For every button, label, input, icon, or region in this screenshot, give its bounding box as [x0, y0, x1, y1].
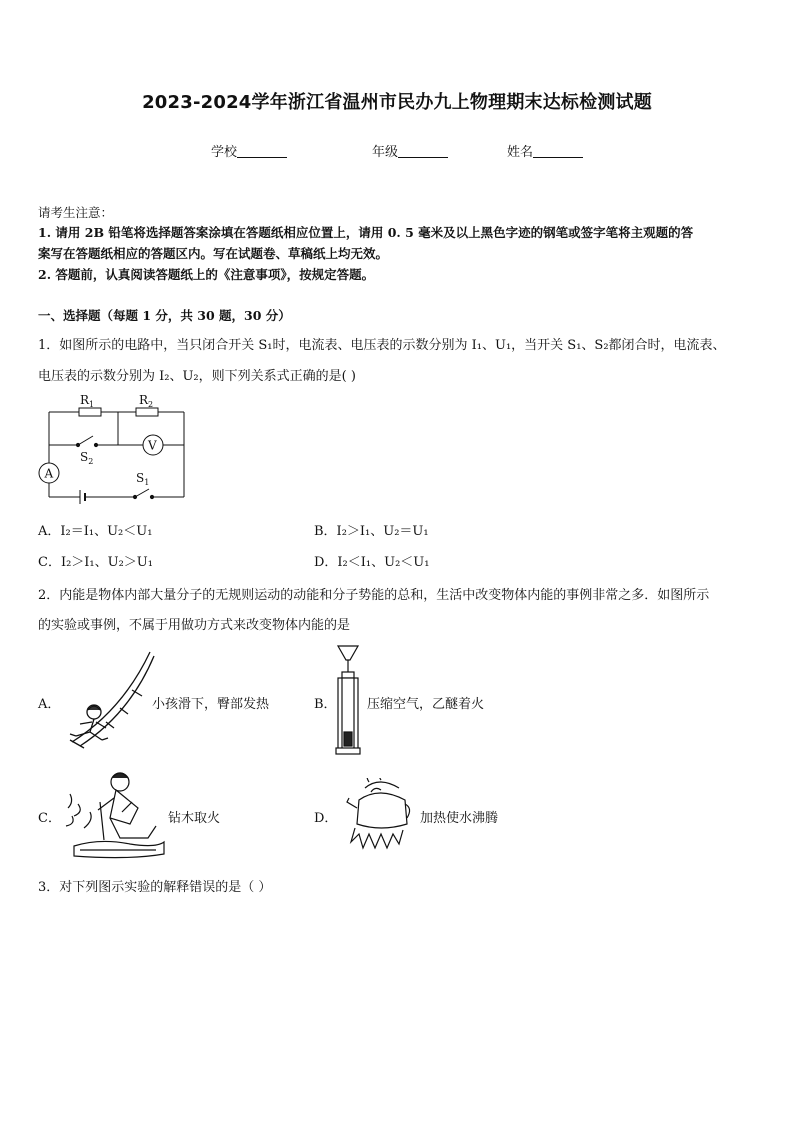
q1-option-d: D．I₂＜I₁、U₂＜U₁ — [314, 555, 430, 570]
q2-option-d-letter: D． — [314, 811, 338, 826]
section-heading: 一、选择题（每题 1 分，共 30 题，30 分） — [38, 308, 291, 323]
grade-blank — [398, 144, 448, 158]
q1-circuit-diagram — [36, 390, 196, 510]
q2-option-b-letter: B． — [314, 697, 337, 712]
notice-item1-line2: 案写在答题纸相应的答题区内。写在试题卷、草稿纸上均无效。 — [38, 246, 389, 261]
s1-label: $S_1$ — [136, 471, 150, 487]
q2-text-line2: 的实验或事例，不属于用做功方式来改变物体内能的是 — [38, 618, 351, 633]
boiling-kettle-icon — [345, 778, 415, 852]
q2-option-a-caption: 小孩滑下，臀部发热 — [152, 697, 270, 712]
resistor-r1 — [79, 408, 101, 416]
q2-option-d-caption: 加热使水沸腾 — [420, 811, 499, 826]
school-blank — [237, 144, 287, 158]
air-compression-tube-icon — [332, 642, 364, 756]
grade-field — [372, 141, 448, 160]
school-field — [211, 141, 287, 160]
q1-option-b: B．I₂＞I₁、U₂＝U₁ — [314, 524, 429, 539]
notice-item2: 2. 答题前，认真阅读答题纸上的《注意事项》，按规定答题。 — [38, 267, 375, 282]
r1-label: $R_1$ — [80, 393, 95, 409]
q2-text-line1: 2．内能是物体内部大量分子的无规则运动的动能和分子势能的总和，生活中改变物体内能的事例非常之多．如图所示 — [38, 588, 710, 603]
r2-label: $R_2$ — [139, 393, 154, 409]
q2-option-c-letter: C． — [38, 811, 61, 826]
q2-option-a-letter: A． — [38, 697, 61, 712]
voltmeter-label: V — [148, 438, 157, 453]
name-label: 姓名 — [507, 145, 534, 160]
q1-text-line2: 电压表的示数分别为 I₂、U₂，则下列关系式正确的是( ) — [38, 369, 356, 384]
drilling-wood-fire-icon — [60, 768, 170, 860]
s2-label: $S_2$ — [80, 450, 94, 466]
grade-label: 年级 — [372, 145, 399, 160]
ammeter-label: A — [44, 466, 54, 481]
resistor-r2 — [136, 408, 158, 416]
name-blank — [533, 144, 583, 158]
q1-option-c: C．I₂＞I₁、U₂＞U₁ — [38, 555, 153, 570]
q1-option-a: A．I₂＝I₁、U₂＜U₁ — [38, 524, 153, 539]
notice-heading: 请考生注意： — [38, 205, 114, 220]
q2-option-c-caption: 钻木取火 — [168, 811, 221, 826]
school-label: 学校 — [211, 145, 238, 160]
page-title: 2023-2024学年浙江省温州市民办九上物理期末达标检测试题 — [142, 92, 652, 113]
q3-text-line1: 3．对下列图示实验的解释错误的是（ ） — [38, 880, 272, 895]
slide-child-icon — [62, 650, 157, 750]
q2-option-b-caption: 压缩空气，乙醚着火 — [367, 697, 485, 712]
q1-text-line1: 1．如图所示的电路中，当只闭合开关 S₁时，电流表、电压表的示数分别为 I₁、U₁，当开关 S₁、S₂都闭合时，电流表、 — [38, 338, 726, 353]
notice-item1-line1: 1. 请用 2B 铅笔将选择题答案涂填在答题纸相应位置上，请用 0. 5 毫米及以上黑色字迹的钢笔或签字笔将主观题的答 — [38, 225, 694, 240]
name-field — [507, 141, 583, 160]
